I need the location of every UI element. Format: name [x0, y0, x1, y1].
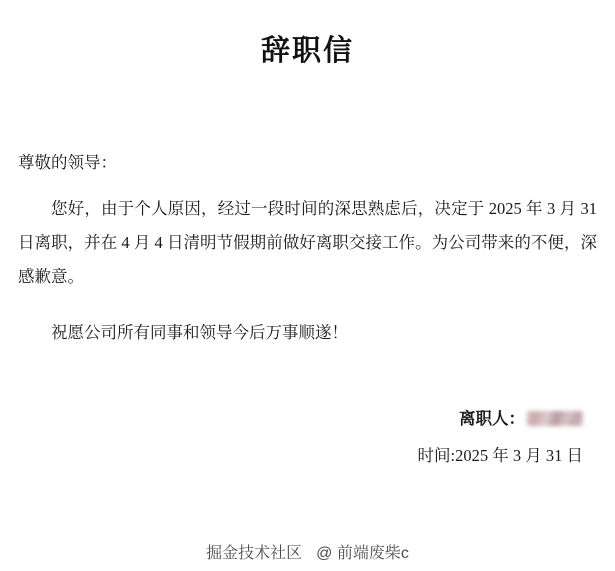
watermark-author: @ 前端废柴c: [316, 545, 409, 562]
paragraph-wish: 祝愿公司所有同事和领导今后万事顺遂！: [51, 322, 348, 342]
letter-body: [18, 147, 597, 350]
signature-date-value: 2025 年 3 月 31 日: [455, 445, 583, 465]
paragraph-reason: 您好，由于个人原因，经过一段时间的深思熟虑后，决定于 2025 年 3 月 31 日离职，并在 4 月 4 日清明节假期前做好离职交接工作。为公司带来的不便，深感歉意。: [18, 199, 597, 286]
signature-date-label: 时间:: [417, 445, 456, 465]
salutation-line: 尊敬的领导：: [18, 153, 117, 172]
signature-name-line: [18, 402, 583, 435]
page-title: 辞职信: [260, 35, 354, 67]
signature-name-label: 离职人：: [459, 408, 525, 428]
signature-date-line: [18, 439, 583, 472]
document-page: [0, 28, 615, 571]
watermark-site: 掘金技术社区: [206, 545, 303, 562]
watermark: [0, 540, 615, 563]
signature-block: [18, 402, 597, 472]
redacted-name-blur: [527, 411, 583, 426]
